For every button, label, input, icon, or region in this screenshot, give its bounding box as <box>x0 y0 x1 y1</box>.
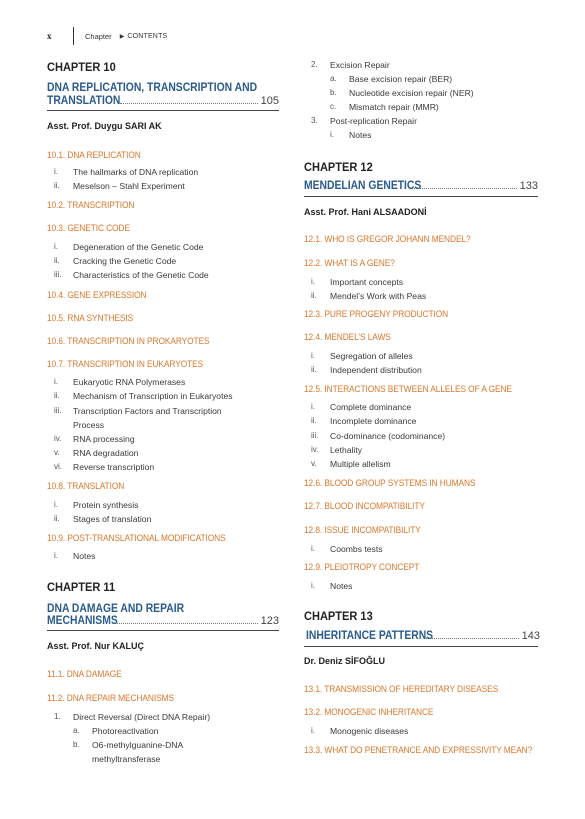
chapter-11-label: CHAPTER 11 <box>47 580 116 594</box>
subitem[interactable]: Co-dominance (codominance) <box>330 431 446 441</box>
chapter-12-page: 133 <box>519 180 538 192</box>
header-divider <box>73 27 74 45</box>
page-header <box>47 26 167 46</box>
section-10-7[interactable]: 10.7. TRANSCRIPTION IN EUKARYOTES <box>47 359 204 370</box>
chapter-11-underline <box>47 630 279 631</box>
numeral: iii. <box>311 431 319 440</box>
numeral: i. <box>311 544 315 553</box>
numeral: c. <box>330 102 337 111</box>
numeral: v. <box>54 448 60 457</box>
section-12-9[interactable]: 12.9. PLEIOTROPY CONCEPT <box>304 562 420 573</box>
subitem[interactable]: RNA processing <box>73 434 135 444</box>
chapter-10-toc-line[interactable] <box>47 95 279 107</box>
section-12-6[interactable]: 12.6. BLOOD GROUP SYSTEMS IN HUMANS <box>304 478 476 489</box>
chapter-12-toc-line[interactable] <box>304 180 538 192</box>
subitem[interactable]: Excision Repair <box>330 60 390 70</box>
subitem[interactable]: Notes <box>73 551 96 561</box>
chapter-12-title: MENDELIAN GENETICS <box>304 180 422 192</box>
chapter-10-page: 105 <box>260 95 279 107</box>
subitem[interactable]: Cracking the Genetic Code <box>73 256 177 266</box>
numeral: i. <box>330 130 334 139</box>
numeral: iv. <box>311 445 319 454</box>
subitem-continuation[interactable]: Process <box>73 420 105 430</box>
subitem[interactable]: Meselson – Stahl Experiment <box>73 181 185 191</box>
numeral: ii. <box>311 365 317 374</box>
subitem[interactable]: Stages of translation <box>73 514 152 524</box>
section-10-1[interactable]: 10.1. DNA REPLICATION <box>47 150 141 161</box>
chapter-10-title-line2: TRANSLATION <box>47 95 121 107</box>
chapter-11-title-line2: MECHANISMS <box>47 615 118 627</box>
numeral: b. <box>73 740 80 749</box>
numeral: i. <box>54 500 58 509</box>
subitem[interactable]: O6-methylguanine-DNA <box>92 740 184 750</box>
numeral: iii. <box>54 270 62 279</box>
section-13-2[interactable]: 13.2. MONOGENIC INHERITANCE <box>304 707 434 718</box>
section-10-3[interactable]: 10.3. GENETIC CODE <box>47 223 130 234</box>
subitem[interactable]: Post-replication Repair <box>330 116 417 126</box>
section-12-8[interactable]: 12.8. ISSUE INCOMPATIBILITY <box>304 525 421 536</box>
numeral: ii. <box>54 514 60 523</box>
subitem[interactable]: Mismatch repair (MMR) <box>349 102 439 112</box>
subitem[interactable]: Mechanism of Transcription in Eukaryotes <box>73 391 233 401</box>
numeral: vi. <box>54 462 62 471</box>
subitem[interactable]: Degeneration of the Genetic Code <box>73 242 204 252</box>
subitem[interactable]: Segregation of alleles <box>330 351 413 361</box>
subitem[interactable]: Multiple allelism <box>330 459 391 469</box>
section-11-2[interactable]: 11.2. DNA REPAIR MECHANISMS <box>47 693 174 704</box>
chapter-10-underline <box>47 110 279 111</box>
numeral: a. <box>330 74 337 83</box>
subitem[interactable]: Base excision repair (BER) <box>349 74 453 84</box>
dot-leader <box>114 623 258 624</box>
chapter-12-label: CHAPTER 12 <box>304 160 373 174</box>
subitem[interactable]: Reverse transcription <box>73 462 155 472</box>
numeral: i. <box>311 581 315 590</box>
numeral: i. <box>54 242 58 251</box>
section-12-7[interactable]: 12.7. BLOOD INCOMPATIBILITY <box>304 501 425 512</box>
subitem[interactable]: Incomplete dominance <box>330 416 417 426</box>
chapter-13-title: INHERITANCE PATTERNS <box>306 630 434 642</box>
subitem[interactable]: Photoreactivation <box>92 726 159 736</box>
numeral: 2. <box>311 60 318 69</box>
chapter-11-author: Asst. Prof. Nur KALUÇ <box>47 641 145 651</box>
chapter-10-title-line1[interactable]: DNA REPLICATION, TRANSCRIPTION AND <box>47 82 258 94</box>
dot-leader <box>410 188 517 189</box>
subitem[interactable]: The hallmarks of DNA replication <box>73 167 199 177</box>
section-12-4[interactable]: 12.4. MENDEL’S LAWS <box>304 332 391 343</box>
section-10-9[interactable]: 10.9. POST-TRANSLATIONAL MODIFICATIONS <box>47 533 226 544</box>
numeral: v. <box>311 459 317 468</box>
chapter-10-author: Asst. Prof. Duygu SARI AK <box>47 121 162 131</box>
chapter-13-underline <box>304 646 538 647</box>
dot-leader <box>120 103 258 104</box>
subitem[interactable]: Coombs tests <box>330 544 383 554</box>
numeral: i. <box>311 402 315 411</box>
subitem[interactable]: Monogenic diseases <box>330 726 409 736</box>
chapter-13-toc-line[interactable] <box>306 630 540 642</box>
subitem[interactable]: Independent distribution <box>330 365 422 375</box>
subitem[interactable]: Protein synthesis <box>73 500 139 510</box>
numeral: i. <box>54 167 58 176</box>
chapter-12-underline <box>304 196 538 197</box>
section-11-1[interactable]: 11.1. DNA DAMAGE <box>47 669 122 680</box>
numeral: i. <box>54 377 58 386</box>
numeral: ii. <box>54 181 60 190</box>
subitem[interactable]: Eukaryotic RNA Polymerases <box>73 377 186 387</box>
subitem[interactable]: Important concepts <box>330 277 404 287</box>
section-12-1[interactable]: 12.1. WHO IS GREGOR JOHANN MENDEL? <box>304 234 471 245</box>
subitem[interactable]: Lethality <box>330 445 363 455</box>
numeral: iii. <box>54 406 62 415</box>
subitem[interactable]: RNA degradation <box>73 448 139 458</box>
section-13-3[interactable]: 13.3. WHAT DO PENETRANCE AND EXPRESSIVITY MEAN? <box>304 745 533 756</box>
chapter-13-author: Dr. Deniz SİFOĞLU <box>304 656 386 666</box>
dot-leader <box>426 638 519 639</box>
triangle-right-icon: ▶ <box>119 33 125 40</box>
header-chapter: Chapter <box>85 31 112 41</box>
subitem[interactable]: Nucleotide excision repair (NER) <box>349 88 474 98</box>
numeral: i. <box>311 726 315 735</box>
header-contents: CONTENTS <box>127 32 168 40</box>
numeral: b. <box>330 88 337 97</box>
section-12-2[interactable]: 12.2. WHAT IS A GENE? <box>304 258 395 269</box>
subitem[interactable]: Notes <box>349 130 372 140</box>
chapter-11-toc-line[interactable] <box>47 615 279 627</box>
numeral: ii. <box>54 256 60 265</box>
chapter-13-label: CHAPTER 13 <box>304 609 373 623</box>
subitem-continuation[interactable]: methyltransferase <box>92 754 161 764</box>
subitem[interactable]: Transcription Factors and Transcription <box>73 406 222 416</box>
chapter-13-page: 143 <box>521 630 540 642</box>
numeral: i. <box>54 551 58 560</box>
numeral: iv. <box>54 434 62 443</box>
chapter-11-page: 123 <box>260 615 279 627</box>
subitem[interactable]: Direct Reversal (Direct DNA Repair) <box>73 712 211 722</box>
section-13-1[interactable]: 13.1. TRANSMISSION OF HEREDITARY DISEASES <box>304 684 499 695</box>
section-10-6[interactable]: 10.6. TRANSCRIPTION IN PROKARYOTES <box>47 336 210 347</box>
chapter-11-title-line1[interactable]: DNA DAMAGE AND REPAIR <box>47 603 185 615</box>
chapter-12-author: Asst. Prof. Hani ALSAADONİ <box>304 207 427 217</box>
numeral: ii. <box>311 291 317 300</box>
numeral: 1. <box>54 712 61 721</box>
numeral: i. <box>311 351 315 360</box>
section-10-2[interactable]: 10.2. TRANSCRIPTION <box>47 200 135 211</box>
numeral: 3. <box>311 116 318 125</box>
numeral: ii. <box>311 416 317 425</box>
subitem[interactable]: Complete dominance <box>330 402 412 412</box>
section-12-3[interactable]: 12.3. PURE PROGENY PRODUCTION <box>304 309 449 320</box>
section-10-5[interactable]: 10.5. RNA SYNTHESIS <box>47 313 134 324</box>
numeral: a. <box>73 726 80 735</box>
section-12-5[interactable]: 12.5. INTERACTIONS BETWEEN ALLELES OF A GENE <box>304 384 512 395</box>
page-number: x <box>47 31 52 41</box>
numeral: i. <box>311 277 315 286</box>
numeral: ii. <box>54 391 60 400</box>
section-10-8[interactable]: 10.8. TRANSLATION <box>47 481 125 492</box>
section-10-4[interactable]: 10.4. GENE EXPRESSION <box>47 290 147 301</box>
subitem[interactable]: Characteristics of the Genetic Code <box>73 270 209 280</box>
chapter-10-label: CHAPTER 10 <box>47 60 116 74</box>
subitem[interactable]: Notes <box>330 581 353 591</box>
subitem[interactable]: Mendel’s Work with Peas <box>330 291 427 301</box>
